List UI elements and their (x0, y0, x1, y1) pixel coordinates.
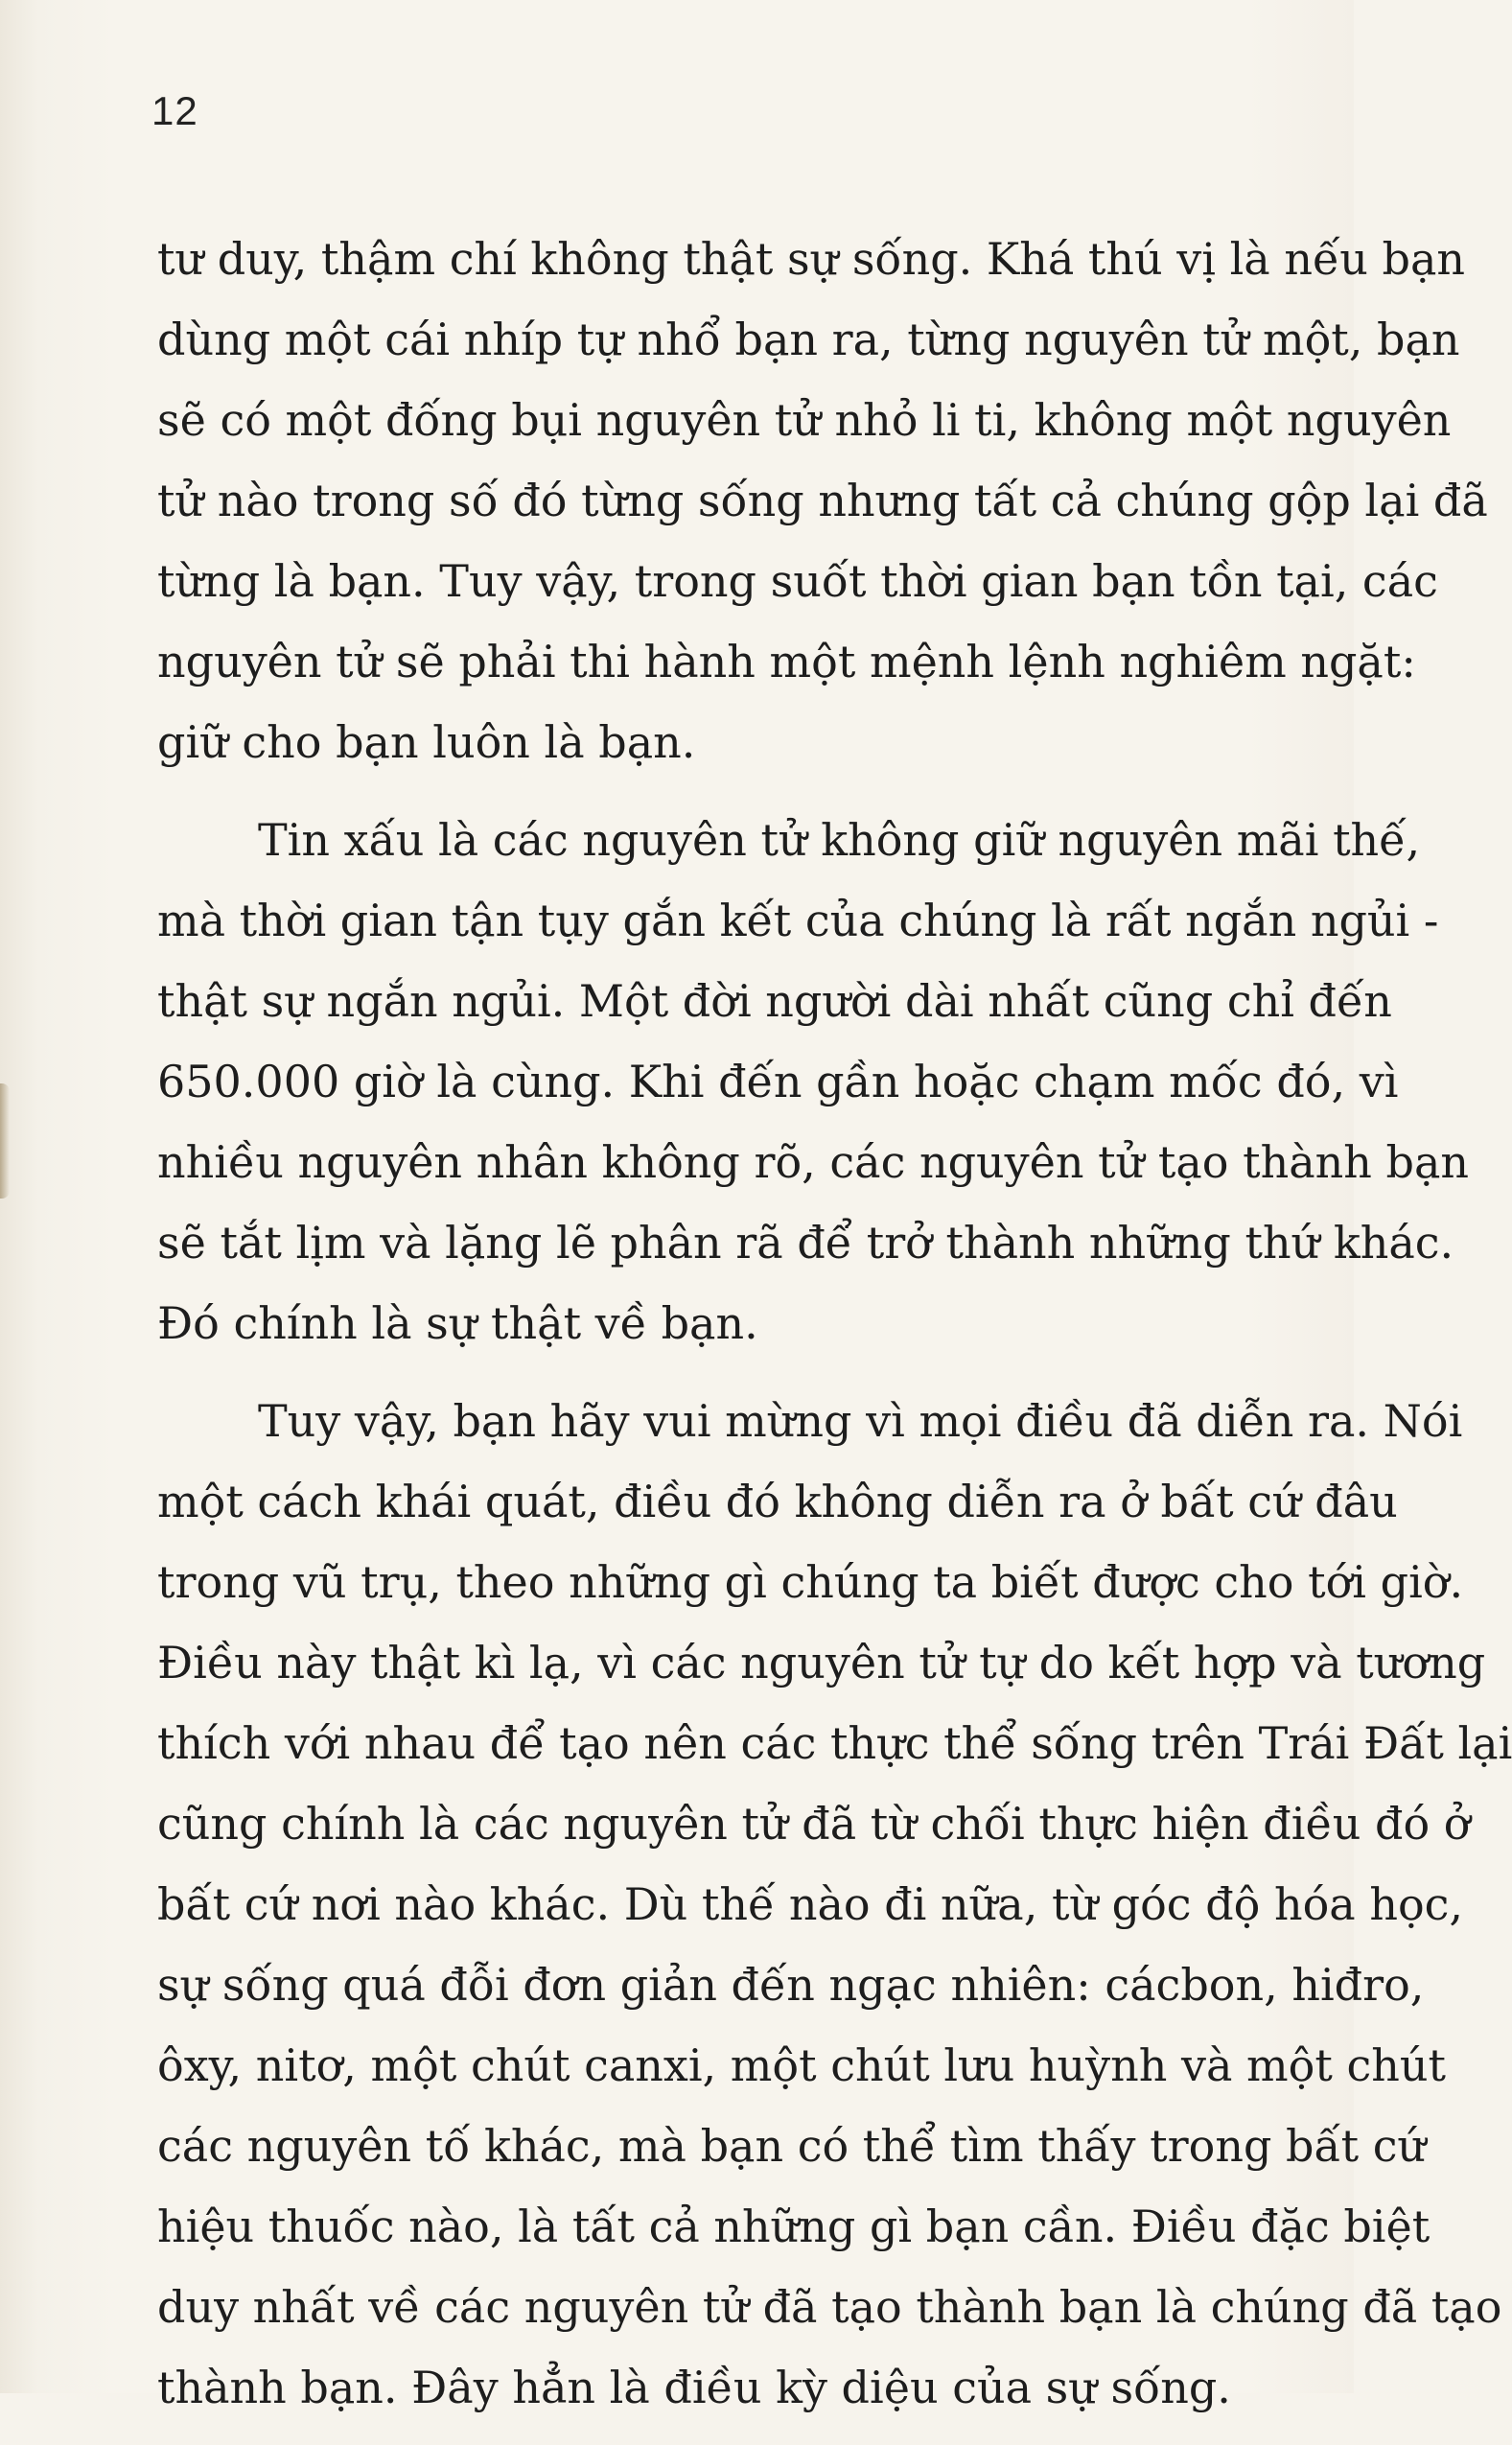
text-line: giữ cho bạn luôn là bạn. (157, 716, 696, 768)
text-line: từng là bạn. Tuy vậy, trong suốt thời gian bạn tồn tại, các (157, 555, 1438, 607)
text-line: 650.000 giờ là cùng. Khi đến gần hoặc chạm mốc đó, vì (157, 1056, 1399, 1107)
text-line: bất cứ nơi nào khác. Dù thế nào đi nữa, từ góc độ hóa học, (157, 1878, 1464, 1930)
text-line: Tin xấu là các nguyên tử không giữ nguyên mãi thế, (258, 814, 1421, 866)
text-line: sẽ tắt lịm và lặng lẽ phân rã để trở thành những thứ khác. (157, 1217, 1454, 1269)
text-line: ôxy, nitơ, một chút canxi, một chút lưu huỳnh và một chút (157, 2039, 1446, 2091)
text-line: Đó chính là sự thật về bạn. (157, 1297, 758, 1349)
text-line: nguyên tử sẽ phải thi hành một mệnh lệnh nghiêm ngặt: (157, 636, 1416, 687)
text-line: tử nào trong số đó từng sống nhưng tất cả chúng gộp lại đã (157, 475, 1488, 526)
text-line: các nguyên tố khác, mà bạn có thể tìm thấy trong bất cứ (157, 2120, 1427, 2172)
text-line: duy nhất về các nguyên tử đã tạo thành bạn là chúng đã tạo (157, 2281, 1502, 2333)
text-line: cũng chính là các nguyên tử đã từ chối thực hiện điều đó ở (157, 1798, 1471, 1850)
paragraph-2 (157, 800, 1470, 1363)
text-line: một cách khái quát, điều đó không diễn ra ở bất cứ đâu (157, 1476, 1398, 1527)
text-line: tư duy, thậm chí không thật sự sống. Khá thú vị là nếu bạn (157, 233, 1466, 285)
text-line: Tuy vậy, bạn hãy vui mừng vì mọi điều đã diễn ra. Nói (258, 1395, 1463, 1447)
text-line: mà thời gian tận tụy gắn kết của chúng là rất ngắn ngủi - (157, 895, 1439, 946)
page-number: 12 (151, 88, 198, 133)
text-line: Điều này thật kì lạ, vì các nguyên tử tự do kết hợp và tương (157, 1637, 1486, 1688)
text-line: thật sự ngắn ngủi. Một đời người dài nhất cũng chỉ đến (157, 975, 1392, 1027)
text-line: nhiều nguyên nhân không rõ, các nguyên tử tạo thành bạn (157, 1136, 1470, 1188)
body-text (157, 219, 1512, 2445)
paragraph-3 (157, 1381, 1512, 2428)
text-line: hiệu thuốc nào, là tất cả những gì bạn cần. Điều đặc biệt (157, 2200, 1431, 2252)
paragraph-1 (157, 219, 1488, 782)
text-line: thành bạn. Đây hẳn là điều kỳ diệu của sự sống. (157, 2362, 1231, 2413)
text-line: thích với nhau để tạo nên các thực thể sống trên Trái Đất lại (157, 1717, 1512, 1769)
text-line: dùng một cái nhíp tự nhổ bạn ra, từng nguyên tử một, bạn (157, 314, 1460, 365)
text-line: sẽ có một đống bụi nguyên tử nhỏ li ti, không một nguyên (157, 394, 1452, 446)
text-line: trong vũ trụ, theo những gì chúng ta biết được cho tới giờ. (157, 1556, 1464, 1608)
page-edge-shadow (0, 1083, 10, 1199)
text-line: sự sống quá đỗi đơn giản đến ngạc nhiên: cácbon, hiđro, (157, 1959, 1425, 2011)
